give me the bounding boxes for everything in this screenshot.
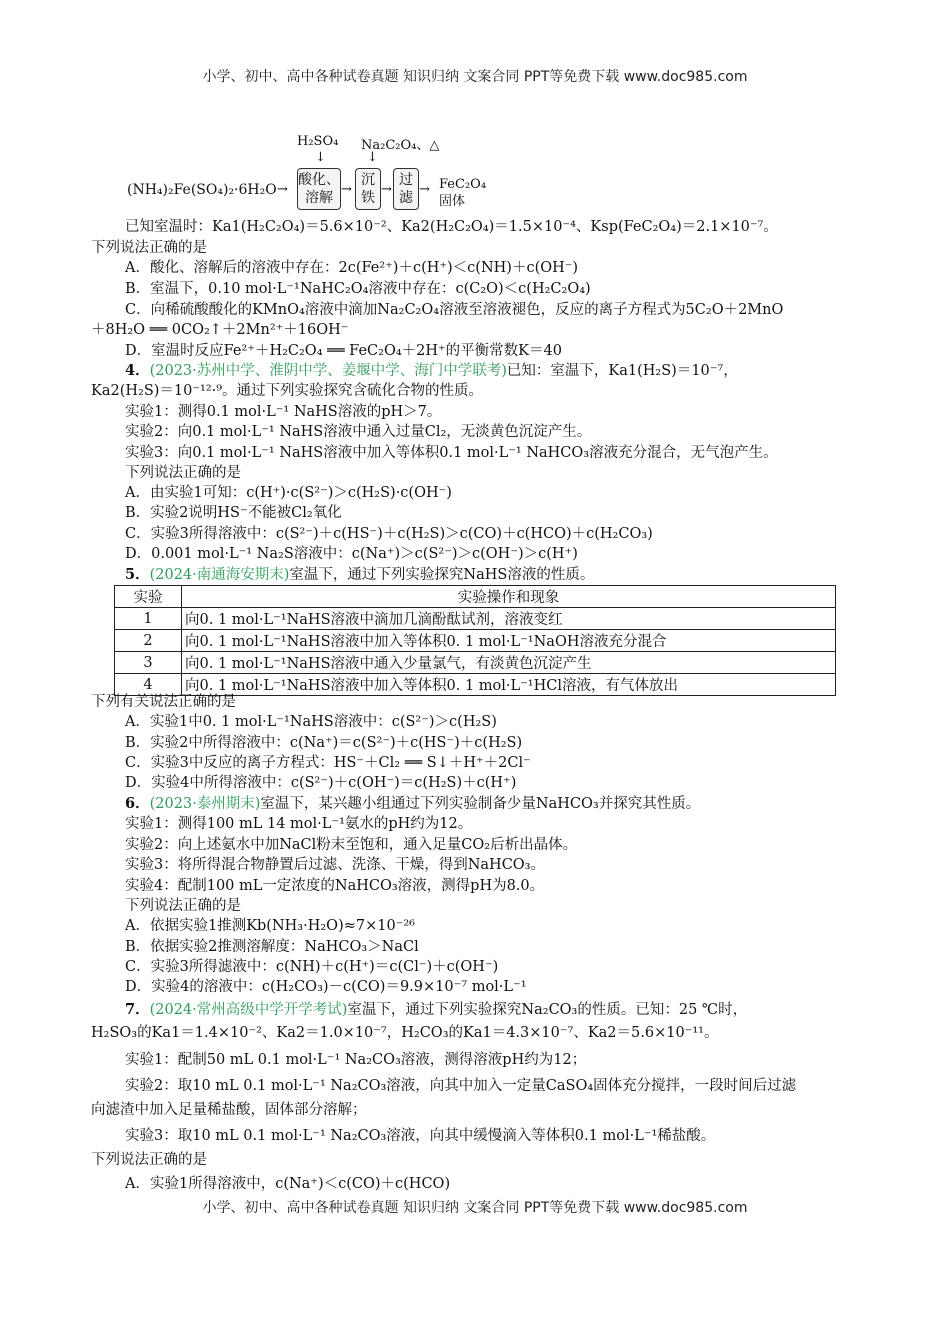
q5-option-c: C．实验3中反应的离子方程式：HS⁻＋Cl₂ ══ S↓＋H⁺＋2Cl⁻ bbox=[125, 755, 531, 771]
q6-exp-1: 实验1：测得100 mL 14 mol·L⁻¹氨水的pH约为12。 bbox=[125, 816, 473, 832]
table-row bbox=[115, 608, 836, 630]
process-flow-diagram bbox=[127, 132, 507, 212]
question-prompt: 下列说法正确的是 bbox=[91, 240, 207, 256]
q6-exp-3: 实验3：将所得混合物静置后过滤、洗涤、干燥，得到NaHCO₃。 bbox=[125, 857, 545, 873]
step-precipitate: 沉铁 bbox=[355, 168, 381, 210]
table-row bbox=[115, 652, 836, 674]
q7-stem-text: 室温下，通过下列实验探究Na₂CO₃的性质。已知：25 ℃时， bbox=[347, 1002, 748, 1018]
down-arrow-icon: ↓ bbox=[315, 150, 326, 165]
q7-option-a: A．实验1所得溶液中，c(Na⁺)＜c(CO)＋c(HCO) bbox=[125, 1176, 451, 1192]
q7-stem bbox=[125, 1000, 747, 1020]
q6-source: (2023·泰州期末) bbox=[149, 796, 261, 812]
table-cell: 向0. 1 mol·L⁻¹NaHS溶液中通入少量氯气，有淡黄色沉淀产生 bbox=[182, 652, 836, 674]
page-header: 小学、初中、高中各种试卷真题 知识归纳 文案合同 PPT等免费下载 www.doc985.com bbox=[202, 69, 748, 85]
step-acidify-dissolve: 酸化、溶解 bbox=[297, 168, 341, 210]
table-cell: 3 bbox=[115, 652, 182, 674]
q7-exp-2: 实验2：取10 mL 0.1 mol·L⁻¹ Na₂CO₃溶液，向其中加入一定量CaSO₄固体充分搅拌，一段时间后过滤 bbox=[125, 1078, 797, 1094]
option-c: C．向稀硫酸酸化的KMnO₄溶液中滴加Na₂C₂O₄溶液至溶液褪色，反应的离子方程式为5C₂O＋2MnO bbox=[125, 302, 784, 318]
known-constants: 已知室温时：Ka1(H₂C₂O₄)＝5.6×10⁻²、Ka2(H₂C₂O₄)＝1.5×10⁻⁴、Ksp(FeC₂O₄)＝2.1×10⁻⁷。 bbox=[125, 219, 778, 235]
table-cell: 4 bbox=[115, 674, 182, 696]
q7-exp-1: 实验1：配制50 mL 0.1 mol·L⁻¹ Na₂CO₃溶液，测得溶液pH约为12； bbox=[125, 1052, 587, 1068]
q6-stem bbox=[125, 794, 700, 814]
q4-exp-1: 实验1：测得0.1 mol·L⁻¹ NaHS溶液的pH＞7。 bbox=[125, 404, 442, 420]
q5-number: 5． bbox=[125, 566, 150, 583]
option-a: A．酸化、溶解后的溶液中存在：2c(Fe²⁺)＋c(H⁺)＜c(NH)＋c(OH⁻) bbox=[125, 260, 579, 276]
down-arrow-icon: ↓ bbox=[367, 150, 378, 165]
q5-source: (2024·南通海安期末) bbox=[149, 567, 290, 583]
option-b: B．室温下，0.10 mol·L⁻¹NaHC₂O₄溶液中存在：c(C₂O)＜c(H₂C₂O₄) bbox=[125, 281, 591, 297]
table-cell: 2 bbox=[115, 630, 182, 652]
q6-exp-4: 实验4：配制100 mL一定浓度的NaHCO₃溶液，测得pH为8.0。 bbox=[125, 878, 545, 894]
q7-stem-2: H₂SO₃的Ka1＝1.4×10⁻²、Ka2＝1.0×10⁻⁷，H₂CO₃的Ka1＝4.3×10⁻⁷、Ka2＝5.6×10⁻¹¹。 bbox=[91, 1025, 719, 1041]
experiment-table bbox=[114, 585, 836, 696]
q4-option-a: A．由实验1可知：c(H⁺)·c(S²⁻)＞c(H₂S)·c(OH⁻) bbox=[125, 485, 452, 501]
right-arrow-icon: → bbox=[419, 182, 430, 197]
q4-exp-3: 实验3：向0.1 mol·L⁻¹ NaHS溶液中加入等体积0.1 mol·L⁻¹ NaHCO₃溶液充分混合，无气泡产生。 bbox=[125, 445, 778, 461]
right-arrow-icon: → bbox=[341, 182, 352, 197]
q5-option-b: B．实验2中所得溶液中：c(Na⁺)＝c(S²⁻)＋c(HS⁻)＋c(H₂S) bbox=[125, 735, 523, 751]
q7-exp-2-cont: 向滤渣中加入足量稀盐酸，固体部分溶解； bbox=[91, 1102, 367, 1118]
q6-number: 6． bbox=[125, 795, 150, 812]
q7-number: 7． bbox=[125, 1001, 150, 1018]
q6-prompt: 下列说法正确的是 bbox=[125, 898, 241, 914]
q4-source: (2023·苏州中学、淮阴中学、姜堰中学、海门中学联考) bbox=[149, 363, 507, 379]
q5-prompt: 下列有关说法正确的是 bbox=[91, 694, 236, 710]
q4-stem-2: Ka2(H₂S)＝10⁻¹²·⁹。通过下列实验探究含硫化合物的性质。 bbox=[91, 383, 484, 399]
right-arrow-icon: → bbox=[381, 182, 392, 197]
flow-product: FeC₂O₄ 固体 bbox=[439, 177, 487, 209]
q4-prompt: 下列说法正确的是 bbox=[125, 465, 241, 481]
table-header-cell: 实验 bbox=[115, 586, 182, 608]
q4-option-b: B．实验2说明HS⁻不能被Cl₂氧化 bbox=[125, 505, 342, 521]
q4-option-c: C．实验3所得溶液中：c(S²⁻)＋c(HS⁻)＋c(H₂S)＞c(CO)＋c(HCO)＋c(H₂CO₃) bbox=[125, 526, 653, 542]
right-arrow-icon: → bbox=[277, 182, 288, 197]
q4-stem-text: 已知：室温下，Ka1(H₂S)＝10⁻⁷， bbox=[506, 363, 738, 379]
table-cell: 向0. 1 mol·L⁻¹NaHS溶液中滴加几滴酚酞试剂，溶液变红 bbox=[182, 608, 836, 630]
page-footer: 小学、初中、高中各种试卷真题 知识归纳 文案合同 PPT等免费下载 www.doc985.com bbox=[202, 1200, 748, 1216]
option-c-cont: ＋8H₂O ══ 0CO₂↑＋2Mn²⁺＋16OH⁻ bbox=[91, 322, 349, 338]
q4-number: 4． bbox=[125, 362, 150, 379]
reagent-h2so4: H₂SO₄ bbox=[297, 134, 339, 149]
table-header-cell: 实验操作和现象 bbox=[182, 586, 836, 608]
q4-option-d: D．0.001 mol·L⁻¹ Na₂S溶液中：c(Na⁺)＞c(S²⁻)＞c(OH⁻)＞c(H⁺) bbox=[125, 546, 578, 562]
option-d: D．室温时反应Fe²⁺＋H₂C₂O₄ ══ FeC₂O₄＋2H⁺的平衡常数K＝40 bbox=[125, 343, 562, 359]
table-header-row bbox=[115, 586, 836, 608]
table-cell: 向0. 1 mol·L⁻¹NaHS溶液中加入等体积0. 1 mol·L⁻¹HCl溶液，有气体放出 bbox=[182, 674, 836, 696]
q6-stem-text: 室温下，某兴趣小组通过下列实验制备少量NaHCO₃并探究其性质。 bbox=[260, 796, 701, 812]
q6-option-a: A．依据实验1推测Kb(NH₃·H₂O)≈7×10⁻²⁶ bbox=[125, 918, 415, 934]
reagent-na2c2o4: Na₂C₂O₄、△ bbox=[361, 138, 440, 153]
q6-option-d: D．实验4的溶液中：c(H₂CO₃)－c(CO)＝9.9×10⁻⁷ mol·L⁻¹ bbox=[125, 979, 527, 995]
q7-prompt: 下列说法正确的是 bbox=[91, 1152, 207, 1168]
q4-stem bbox=[125, 361, 738, 381]
q6-option-c: C．实验3所得滤液中：c(NH)＋c(H⁺)＝c(Cl⁻)＋c(OH⁻) bbox=[125, 959, 499, 975]
flow-start: (NH₄)₂Fe(SO₄)₂·6H₂O bbox=[127, 182, 277, 198]
table-cell: 向0. 1 mol·L⁻¹NaHS溶液中加入等体积0. 1 mol·L⁻¹NaOH溶液充分混合 bbox=[182, 630, 836, 652]
table-row bbox=[115, 630, 836, 652]
q7-source: (2024·常州高级中学开学考试) bbox=[149, 1002, 348, 1018]
q6-exp-2: 实验2：向上述氨水中加NaCl粉末至饱和，通入足量CO₂后析出晶体。 bbox=[125, 837, 578, 853]
q5-stem-text: 室温下，通过下列实验探究NaHS溶液的性质。 bbox=[289, 567, 595, 583]
q5-stem bbox=[125, 565, 594, 585]
q6-option-b: B．依据实验2推测溶解度：NaHCO₃＞NaCl bbox=[125, 939, 419, 955]
q4-exp-2: 实验2：向0.1 mol·L⁻¹ NaHS溶液中通入过量Cl₂，无淡黄色沉淀产生。 bbox=[125, 424, 592, 440]
q5-option-a: A．实验1中0. 1 mol·L⁻¹NaHS溶液中：c(S²⁻)＞c(H₂S) bbox=[125, 714, 497, 730]
q5-option-d: D．实验4中所得溶液中：c(S²⁻)＋c(OH⁻)＝c(H₂S)＋c(H⁺) bbox=[125, 775, 517, 791]
q7-exp-3: 实验3：取10 mL 0.1 mol·L⁻¹ Na₂CO₃溶液，向其中缓慢滴入等体积0.1 mol·L⁻¹稀盐酸。 bbox=[125, 1128, 716, 1144]
step-filter: 过滤 bbox=[393, 168, 419, 210]
table-cell: 1 bbox=[115, 608, 182, 630]
